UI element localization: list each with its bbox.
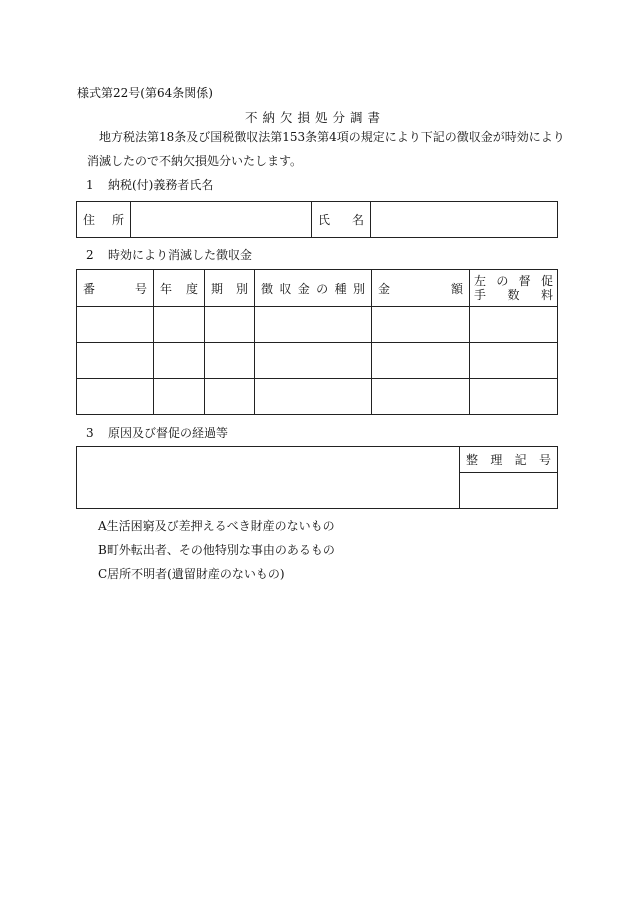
address-value[interactable]: [131, 202, 312, 238]
reference-number-value[interactable]: [460, 473, 558, 509]
form-number: 様式第22号(第64条関係): [77, 86, 213, 100]
taxpayer-table: [76, 201, 558, 238]
cause-table: [76, 446, 558, 509]
cell-number[interactable]: [77, 307, 154, 343]
section-2-title: 時効により消滅した徴収金: [108, 248, 253, 262]
cause-content[interactable]: [77, 447, 460, 509]
document-title: 不納欠損処分調書: [244, 110, 385, 125]
body-text-line-2: 消滅したので不納欠損処分いたします。: [87, 154, 303, 168]
column-header-amount: 金 額: [372, 270, 470, 307]
cell-number[interactable]: [77, 343, 154, 379]
name-label: 氏 名: [312, 202, 371, 238]
section-1-heading: [86, 176, 213, 193]
cell-year[interactable]: [154, 307, 205, 343]
cell-amount[interactable]: [372, 307, 470, 343]
cell-reminder-fee[interactable]: [470, 307, 558, 343]
cell-period[interactable]: [205, 379, 255, 415]
note-c: C居所不明者(遺留財産のないもの): [98, 567, 285, 581]
note-b: B町外転出者、その他特別な事由のあるもの: [98, 543, 335, 557]
table-row: [77, 379, 558, 415]
section-3-heading: [86, 424, 228, 441]
note-a: A生活困窮及び差押えるべき財産のないもの: [98, 519, 335, 533]
cell-reminder-fee[interactable]: [470, 379, 558, 415]
section-2-heading: [86, 246, 252, 263]
column-header-year: 年 度: [154, 270, 205, 307]
expired-tax-table: [76, 269, 558, 415]
cell-year[interactable]: [154, 343, 205, 379]
name-value[interactable]: [371, 202, 558, 238]
column-header-number: 番 号: [77, 270, 154, 307]
column-header-period: 期 別: [205, 270, 255, 307]
cell-tax-type[interactable]: [255, 307, 372, 343]
cell-period[interactable]: [205, 343, 255, 379]
cell-tax-type[interactable]: [255, 343, 372, 379]
cell-amount[interactable]: [372, 343, 470, 379]
table-row: [77, 307, 558, 343]
section-3-title: 原因及び督促の経過等: [108, 426, 229, 440]
section-1-number: 1: [86, 178, 94, 192]
section-1-title: 納税(付)義務者氏名: [108, 178, 214, 192]
column-header-tax-type: 徴 収 金 の 種 別: [255, 270, 372, 307]
address-label: 住 所: [77, 202, 131, 238]
column-header-reminder-fee: 左 の 督 促 手 数 料: [470, 270, 558, 307]
table-row: [77, 343, 558, 379]
cell-number[interactable]: [77, 379, 154, 415]
cell-amount[interactable]: [372, 379, 470, 415]
body-text-line-1: 地方税法第18条及び国税徴収法第153条第4項の規定により下記の徴収金が時効により: [99, 130, 565, 144]
cell-reminder-fee[interactable]: [470, 343, 558, 379]
section-2-number: 2: [86, 248, 94, 262]
cell-period[interactable]: [205, 307, 255, 343]
cell-tax-type[interactable]: [255, 379, 372, 415]
reference-number-label: 整 理 記 号: [460, 447, 558, 473]
cell-year[interactable]: [154, 379, 205, 415]
section-3-number: 3: [86, 426, 94, 440]
